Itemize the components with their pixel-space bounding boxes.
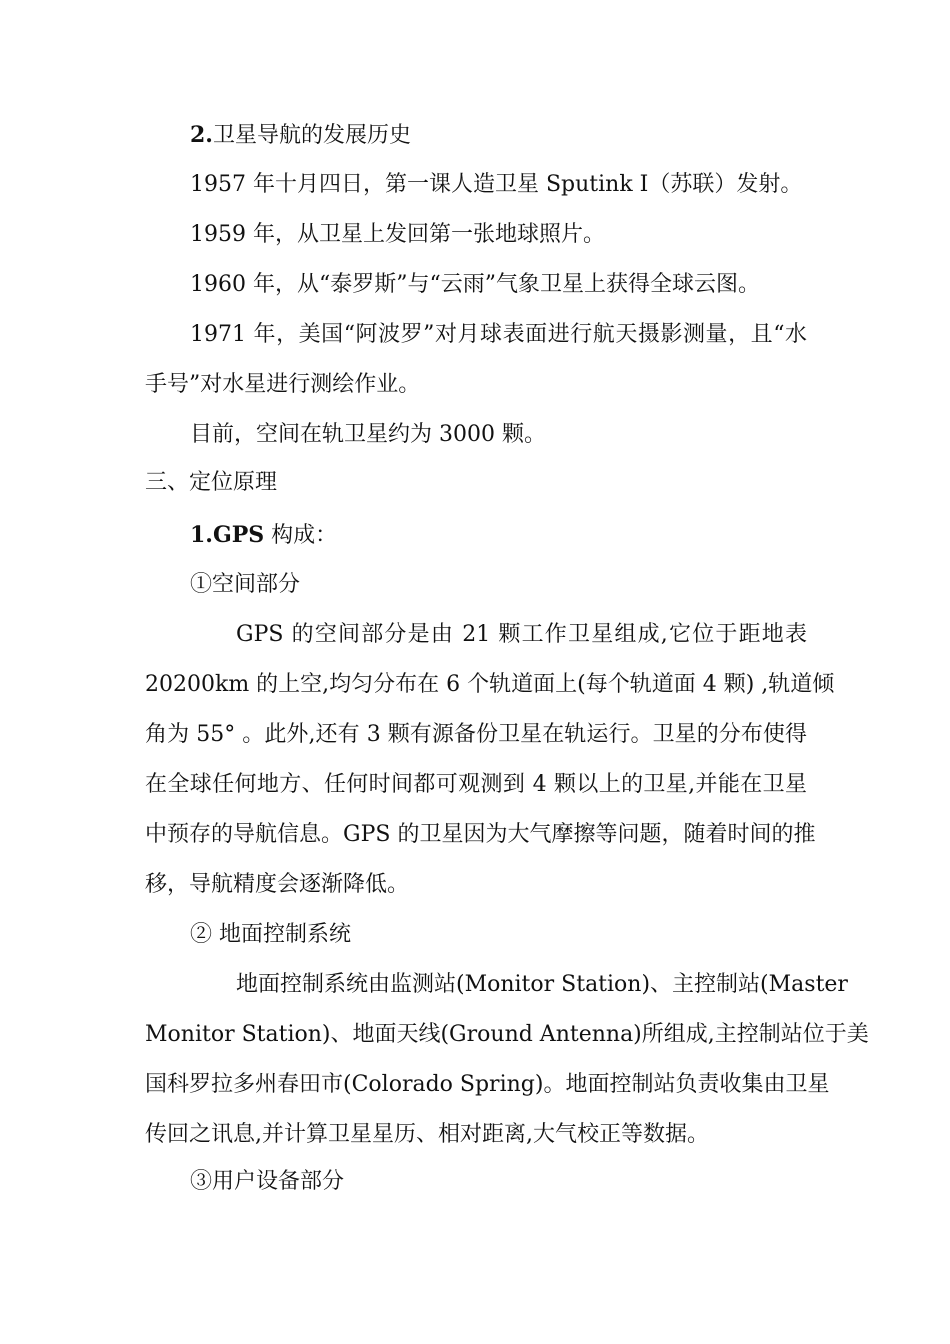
heading-number: 2. [190, 122, 213, 148]
paragraph-line: 1960 年，从“泰罗斯”与“云雨”气象卫星上获得全球云图。 [190, 272, 760, 297]
paragraph-line: 20200km 的上空,均匀分布在 6 个轨道面上(每个轨道面 4 颗) ,轨道倾 [145, 672, 835, 697]
paragraph-line: 传回之讯息,并计算卫星星历、相对距离,大气校正等数据。 [145, 1122, 709, 1147]
list-item-heading: ② 地面控制系统 [190, 922, 351, 947]
paragraph-line: 国科罗拉多州春田市(Colorado Spring)。地面控制站负责收集由卫星 [145, 1072, 830, 1097]
paragraph-line: 中预存的导航信息。GPS 的卫星因为大气摩擦等问题，随着时间的推 [145, 822, 816, 847]
paragraph-line: 1957 年十月四日，第一课人造卫星 Sputink I（苏联）发射。 [190, 172, 803, 197]
list-item-heading: ①空间部分 [190, 572, 301, 597]
paragraph-line: 1971 年，美国“阿波罗”对月球表面进行航天摄影测量，且“水 [190, 322, 807, 347]
section-heading-history [190, 120, 411, 151]
paragraph-line: 1959 年，从卫星上发回第一张地球照片。 [190, 222, 605, 247]
paragraph-line: GPS 的空间部分是由 21 颗工作卫星组成,它位于距地表 [236, 622, 807, 647]
paragraph-line: 在全球任何地方、任何时间都可观测到 4 颗以上的卫星,并能在卫星 [145, 772, 807, 797]
subsection-heading-gps [190, 520, 337, 551]
subsection-number: 1.GPS [190, 522, 265, 548]
paragraph-line: 目前，空间在轨卫星约为 3000 颗。 [190, 422, 546, 447]
paragraph-line: Monitor Station)、地面天线(Ground Antenna)所组成,主控制站位于美 [145, 1022, 869, 1047]
subsection-text: 构成： [264, 523, 338, 548]
list-item-heading: ③用户设备部分 [190, 1169, 345, 1194]
paragraph-line: 角为 55° 。此外,还有 3 颗有源备份卫星在轨运行。卫星的分布使得 [145, 722, 807, 747]
heading-text: 卫星导航的发展历史 [212, 123, 411, 148]
chapter-heading: 三、定位原理 [145, 470, 278, 495]
paragraph-line: 移，导航精度会逐渐降低。 [145, 872, 410, 897]
paragraph-line: 手号”对水星进行测绘作业。 [145, 372, 421, 397]
paragraph-line: 地面控制系统由监测站(Monitor Station)、主控制站(Master [236, 972, 848, 997]
